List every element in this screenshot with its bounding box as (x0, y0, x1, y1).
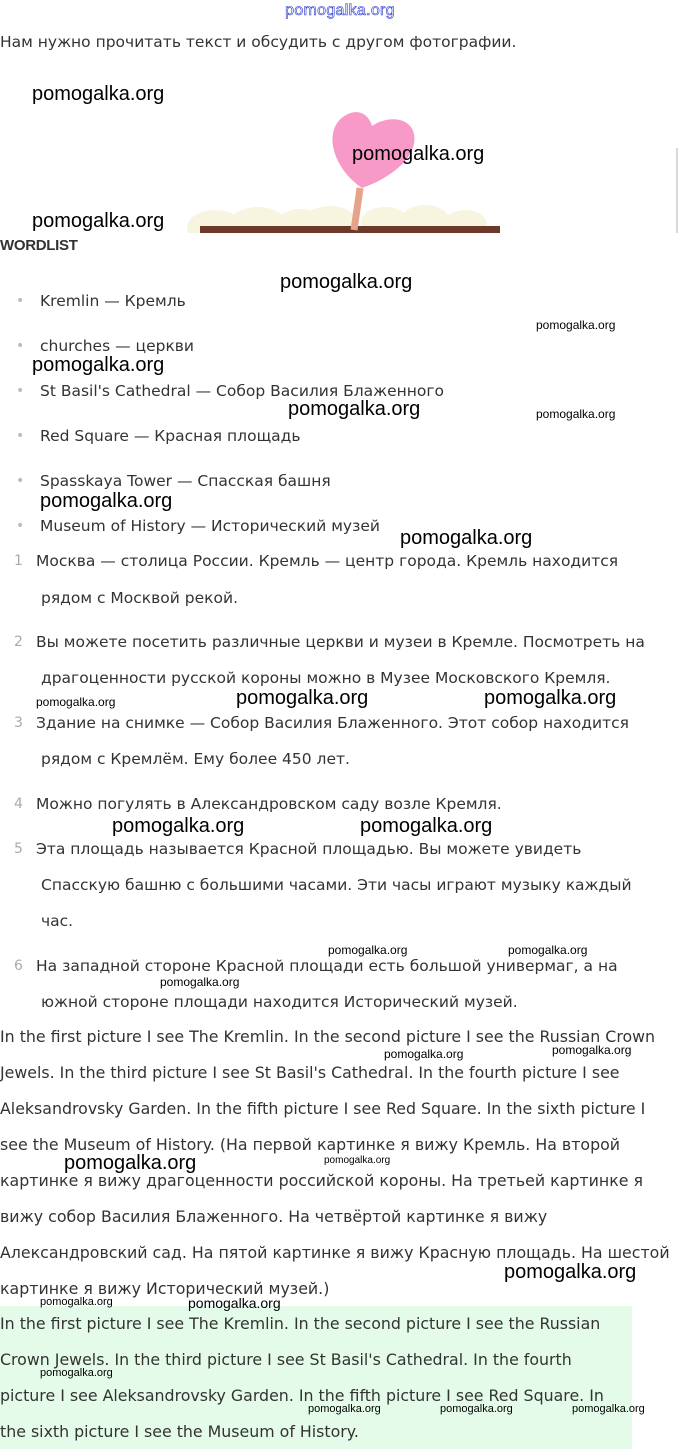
watermark: pomogalka.org (308, 1403, 381, 1415)
watermark: pomogalka.org (160, 975, 240, 989)
paragraph-line: Можно погулять в Александровском саду возле Кремля. (36, 795, 502, 813)
watermark: pomogalka.org (508, 943, 588, 957)
bullet-icon: • (16, 338, 25, 354)
paragraph-number: 3 (14, 715, 23, 731)
answer-line: the sixth picture I see the Museum of History. (0, 1422, 359, 1441)
watermark: pomogalka.org (352, 143, 485, 165)
watermark: pomogalka.org (440, 1403, 513, 1415)
paragraph-number: 1 (14, 553, 23, 569)
paragraph-line: рядом с Москвой рекой. (41, 589, 239, 607)
watermark: pomogalka.org (236, 687, 369, 709)
watermark: pomogalka.org (324, 1155, 391, 1166)
bullet-icon: • (16, 518, 25, 534)
paragraph-line: рядом с Кремлём. Ему более 450 лет. (41, 750, 350, 768)
translation-line: Aleksandrovsky Garden. In the fifth picture I see Red Square. In the sixth picture I (0, 1099, 646, 1118)
paragraph-line: Эта площадь называется Красной площадью. Вы можете увидеть (36, 840, 582, 858)
wordlist-item: St Basil's Cathedral — Собор Василия Блаженного (40, 382, 445, 400)
watermark: pomogalka.org (32, 354, 165, 376)
translation-line: Александровский сад. На пятой картинке я вижу Красную площадь. На шестой (0, 1243, 670, 1262)
paragraph-number: 2 (14, 634, 23, 650)
wordlist-item: Red Square — Красная площадь (40, 427, 301, 445)
wordlist-item: Spasskaya Tower — Спасская башня (40, 472, 331, 490)
watermark: pomogalka.org (288, 398, 421, 420)
paragraph-line: час. (41, 912, 74, 930)
bullet-icon: • (16, 383, 25, 399)
paragraph-line: Вы можете посетить различные церкви и музеи в Кремле. Посмотреть на (36, 633, 645, 651)
answer-line: Crown Jewels. In the third picture I see St Basil's Cathedral. In the fourth (0, 1350, 572, 1369)
bullet-icon: • (16, 428, 25, 444)
watermark: pomogalka.org (552, 1043, 632, 1057)
bullet-icon: • (16, 293, 25, 309)
watermark: pomogalka.org (64, 1152, 197, 1174)
translation-line: see the Museum of History. (На первой картинке я вижу Кремль. На второй (0, 1135, 621, 1154)
watermark: pomogalka.org (504, 1261, 637, 1283)
watermark: pomogalka.org (188, 1295, 281, 1311)
watermark: pomogalka.org (40, 1296, 113, 1308)
translation-line: картинке я вижу Исторический музей.) (0, 1279, 330, 1298)
watermark: pomogalka.org (536, 318, 616, 332)
watermark: pomogalka.org (40, 1367, 113, 1379)
bullet-icon: • (16, 473, 25, 489)
translation-line: In the first picture I see The Kremlin. In the second picture I see the Russian Crown (0, 1027, 656, 1046)
translation-line: вижу собор Василия Блаженного. На четвёртой картинке я вижу (0, 1207, 548, 1226)
watermark: pomogalka.org (360, 815, 493, 837)
wordlist-title: WORDLIST (0, 237, 78, 254)
paragraph-number: 4 (14, 796, 23, 812)
watermark: pomogalka.org (536, 407, 616, 421)
watermark: pomogalka.org (32, 210, 165, 232)
paragraph-line: Москва — столица России. Кремль — центр города. Кремль находится (36, 552, 619, 570)
paragraph-number: 6 (14, 958, 23, 974)
site-logo[interactable]: pomogalka.org (285, 2, 395, 19)
paragraph-line: драгоценности русской короны можно в Музее Московского Кремля. (41, 669, 611, 687)
paragraph-line: На западной стороне Красной площади есть большой универмаг, а на (36, 957, 618, 975)
watermark: pomogalka.org (280, 271, 413, 293)
watermark: pomogalka.org (400, 527, 533, 549)
watermark: pomogalka.org (384, 1047, 464, 1061)
watermark: pomogalka.org (36, 695, 116, 709)
paragraph-line: южной стороне площади находится Исторический музей. (41, 993, 518, 1011)
translation-line: Jewels. In the third picture I see St Basil's Cathedral. In the fourth picture I see (0, 1063, 620, 1082)
watermark: pomogalka.org (32, 83, 165, 105)
paragraph-number: 5 (14, 841, 23, 857)
watermark: pomogalka.org (40, 490, 173, 512)
wordlist-item: churches — церкви (40, 337, 195, 355)
watermark: pomogalka.org (484, 687, 617, 709)
wordlist-item: Museum of History — Исторический музей (40, 517, 380, 535)
watermark: pomogalka.org (112, 815, 245, 837)
translation-line: картинке я вижу драгоценности российской короны. На третьей картинке я (0, 1171, 643, 1190)
answer-line: In the first picture I see The Kremlin. In the second picture I see the Russian (0, 1314, 601, 1333)
intro-text: Нам нужно прочитать текст и обсудить с другом фотографии. (0, 33, 517, 51)
watermark: pomogalka.org (572, 1403, 645, 1415)
wordlist-item: Kremlin — Кремль (40, 292, 186, 310)
paragraph-line: Здание на снимке — Собор Василия Блаженного. Этот собор находится (36, 714, 629, 732)
illustration-edge (676, 148, 678, 233)
answer-line: picture I see Aleksandrovsky Garden. In the fifth picture I see Red Square. In (0, 1386, 604, 1405)
paragraph-line: Спасскую башню с большими часами. Эти часы играют музыку каждый (41, 876, 632, 894)
watermark: pomogalka.org (328, 943, 408, 957)
